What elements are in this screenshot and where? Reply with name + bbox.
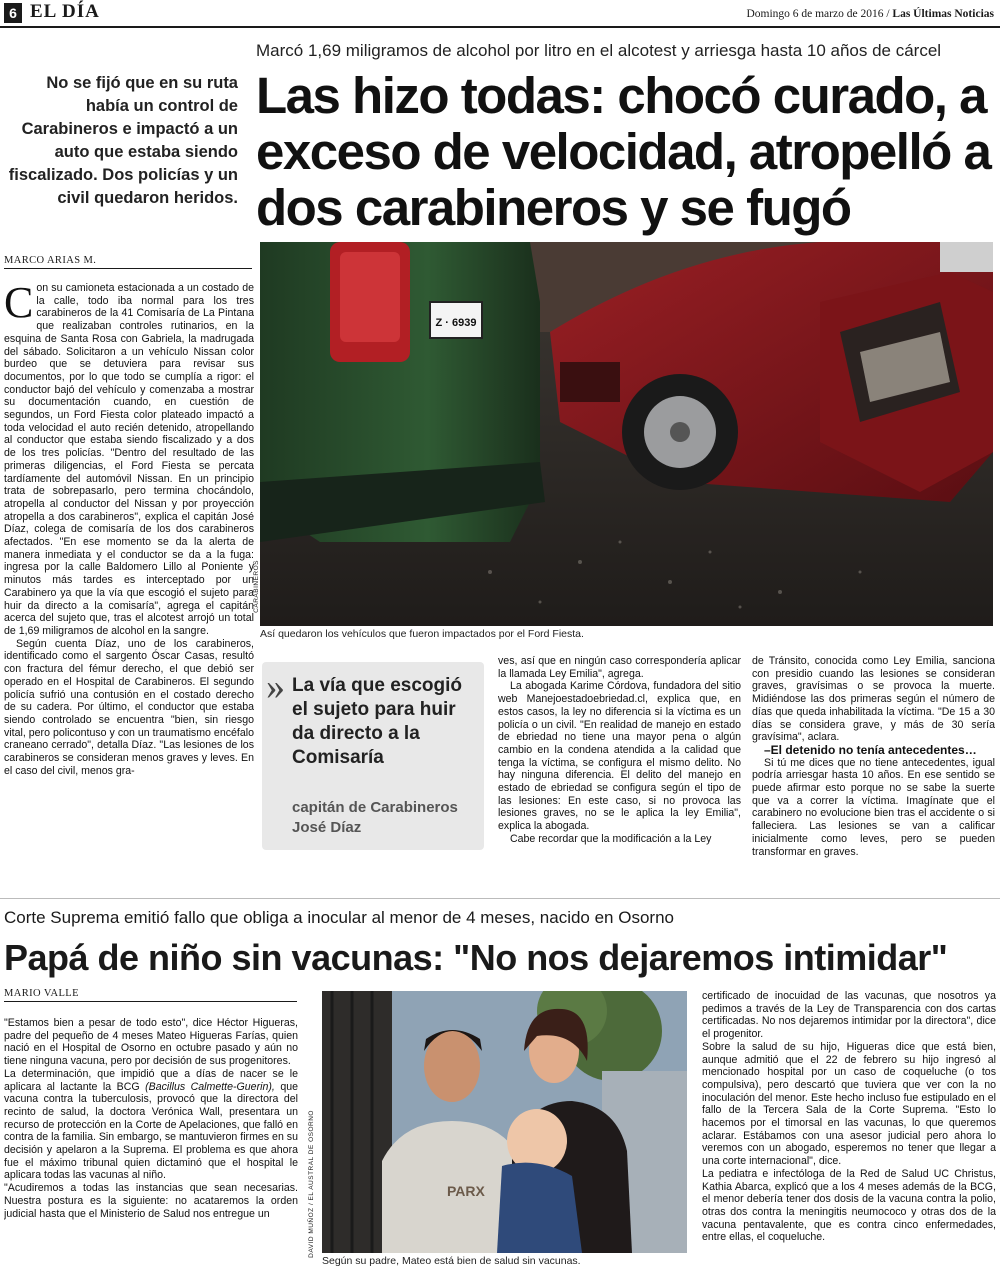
dropcap: C bbox=[4, 282, 34, 327]
story1-photo-caption: Así quedaron los vehículos que fueron impactados por el Ford Fiesta. bbox=[260, 628, 584, 640]
crash-photo-illustration bbox=[260, 242, 993, 626]
story2-paragraph bbox=[4, 1068, 298, 1182]
license-plate: Z · 6939 bbox=[435, 317, 477, 329]
pull-quote-attribution: capitán de Carabineros José Díaz bbox=[292, 799, 458, 836]
story2-paragraph: Sobre la salud de su hijo, Higueras dice que está bien, aunque admitió que el 22 de febrero su hijo ingresó al mencionado hospital por un caso de coqueluche (o tos compulsiva), pero descartó que tuviera que ver con la no inoculación del menor. Este hecho incluso fue estipulado en el fallo de la Tercera Sala de la Corte Suprema. "Esto lo hacemos por el timorsal en las vacunas, lo que queremos aclarar. Estábamos con una asesor judicial pero ahora lo veremos con un abogado, esperemos no tener que llegar a una corte internacional", dice. bbox=[702, 1040, 996, 1168]
story1-paragraph: de Tránsito, conocida como Ley Emilia, sanciona con presidio cuando las lesiones se consideran graves, gravísimas o se provoca la muerte. Midiéndose las dos primeras según el número de días que queda inhabilitada la víctima. "De 15 a 30 días se considera grave, y más de 30 sería gravísima", aclara. bbox=[752, 655, 995, 744]
story2-paragraph: "Acudiremos a todas las instancias que sean necesarias. Nuestra postura es la siguiente: no acataremos la orden judicial hasta que el Ministerio de Salud nos entregue un bbox=[4, 1182, 298, 1220]
story1-paragraph: La abogada Karime Córdova, fundadora del sitio web Manejoestadoebriedad.cl, explica que, en estos casos, la ley no diferencia si la víctima es un policía o un civil. "En realidad de manejo en estado de ebriedad no tiene una mayor pena o algún cambio en la condena atendida a la calidad que tenga la víctima, se configura el mismo delito. No hay ninguna diferencia. El delito del manejo en estado de ebriedad se configura según el tipo de las lesiones: En este caso, si no provoca las lesiones graves, no se le aplica la ley Emilia", explica la abogada. bbox=[498, 680, 741, 833]
story2-photo-caption: Según su padre, Mateo está bien de salud sin vacunas. bbox=[322, 1255, 581, 1267]
date: Domingo 6 de marzo de 2016 / bbox=[746, 8, 890, 20]
story1-paragraph: Si tú me dices que no tiene antecedentes, igual podría arriesgar hasta 10 años. En ese sentido se puede afirmar esto porque no se sabe la suerte que va a correr la víctima. Imagínate que el carabinero no evolucione bien tras el accidente o si falleciera. Las lesiones se van a calificar inicialmente como leves, pero se pueden transformar en graves. bbox=[752, 756, 995, 858]
page-number: 6 bbox=[4, 3, 22, 23]
story2-italic-text: (Bacillus Calmette-Guerin), bbox=[145, 1080, 275, 1093]
story2-paragraph: La pediatra e infectóloga de la Red de Salud UC Christus, Kathia Abarca, explicó que a los 4 meses además de la BCG, el menor debería tener dos dosis de la vacuna contra la polio, otras dos contra la meningitis neumococo y otras dos de la vacuna pentavalente, que es contra cinco enfermedades, entre ellas, el coqueluche. bbox=[702, 1167, 996, 1244]
story1-column-3 bbox=[498, 655, 741, 885]
paper-name: Las Últimas Noticias bbox=[892, 8, 994, 20]
story2-photo-credit: DAVID MUÑOZ / EL AUSTRAL DE OSORNO bbox=[308, 1110, 315, 1258]
story2-paragraph: certificado de inocuidad de las vacunas, que nosotros ya pedimos a través de la Ley de Transparencia con dos cartas certificadas. No nos dejaremos intimidar por la directora", dice el progenitor. bbox=[702, 990, 996, 1041]
story1-paragraph: on su camioneta estacionada a un costado de la calle, todo iba normal para los tres carabineros de la 41 Comisaría de La Pintana que realizaban controles rutinarios, en la esquina de Santa Rosa con Gabriela, la madrugada del sábado. Solicitaron a un vehículo Nissan color burdeo que se detuviera para revisar sus documentos, por lo que todo se cumplía a rigor: el conductor bajó del vehículo y comenzaba a mostrar su documentación cuando, en cuestión de segundos, un Ford Fiesta color plateado impactó a toda velocidad el auto recién detenido, atropellando al conductor que estaba siendo fiscalizado y a dos de los tres policías. "Dentro del resultado de las primeras diligencias, el Ford Fiesta se percata tardíamente del automóvil Nissan. En un principio trata de sobrepasarlo, pero termina chocándolo, atropella al conductor del Nissan y por proyección atropella a dos carabineros", explica el capitán José Díaz, colega de comisaría de los dos carabineros afectados. "En ese momento se da la alerta de manera inmediata y el conductor se da a la fuga: ingresa por la calle Baldomero Lillo al Poniente y minutos más tardes es interceptado por un Carabinero ya que la vía que escogió el sujeto para huir da directo a la comisaría", agrega el capitán acerca del sujeto que, tras el alcotest arrojó un total de 1,69 miligramos de alcohol en la sangre. bbox=[4, 282, 254, 637]
story2-text: La determinación, que impidió que a días de nacer se le aplicara al lactante la BCG bbox=[4, 1067, 298, 1093]
dateline bbox=[746, 8, 994, 20]
story1-column-4 bbox=[752, 655, 995, 885]
story2-byline: MARIO VALLE bbox=[4, 988, 297, 1002]
story2-column-3 bbox=[702, 990, 996, 1270]
story1-deck: No se fijó que en su ruta había un control de Carabineros e impactó a un auto que estaba siendo fiscalizado. Dos policías y un civil quedaron heridos. bbox=[8, 74, 238, 207]
pull-quote-text: La vía que escogió el sujeto para huir da directo a la Comisaría bbox=[292, 675, 462, 768]
story1-photo-credit: CARABINEROS bbox=[253, 560, 260, 613]
story2-paragraph: "Estamos bien a pesar de todo esto", dice Héctor Higueras, padre del pequeño de 4 meses Mateo Higueras Farías, quien nació en el Hospital de Osorno en octubre pasado y aún no tiene ninguna vacuna, pero por decisión de sus progenitores. bbox=[4, 1017, 298, 1068]
crash-photo bbox=[260, 242, 993, 626]
story1-paragraph: Cabe recordar que la modificación a la Ley bbox=[510, 832, 712, 845]
story1-paragraph: Según cuenta Díaz, uno de los carabineros, identificado como el sargento Óscar Casas, resultó con fractura del fémur derecho, el que debió ser operado en el Hospital de Carabineros. El segundo policía sufrió una contusión en el costado derecho de su cadera. Por último, el conductor que estaba siendo controlado se encuentra "bien, sin riesgo vital, pero policontuso y con un traumatismo encéfalo craneano cerrado", detalla Díaz. "Las lesiones de los carabineros se consideran menos graves y leves. En el caso del civil, menos gra- bbox=[4, 637, 254, 777]
family-photo bbox=[322, 991, 687, 1253]
story1-kicker: Marcó 1,69 miligramos de alcohol por litro en el alcotest y arriesga hasta 10 años de cárcel bbox=[256, 41, 942, 60]
story2-column-1 bbox=[4, 1017, 298, 1269]
shirt-text: PARX bbox=[447, 1183, 485, 1199]
section-name: EL DÍA bbox=[30, 1, 100, 22]
story1-headline: Las hizo todas: chocó curado, a exceso de velocidad, atropelló a dos carabineros y se fugó bbox=[256, 67, 991, 236]
section-divider bbox=[0, 898, 1000, 899]
interview-question: –El detenido no tenía antecedentes… bbox=[764, 742, 977, 757]
quote-mark-icon: » bbox=[266, 666, 285, 708]
story2-kicker: Corte Suprema emitió fallo que obliga a inocular al menor de 4 meses, nacido en Osorno bbox=[4, 908, 674, 927]
story2-headline: Papá de niño sin vacunas: "No nos dejaremos intimidar" bbox=[4, 937, 948, 978]
story2-text: que vacuna contra la tuberculosis, provocó que la directora del recinto de salud, la doctora Verónica Wall, presentara un recurso de protección en la Corte de Apelaciones, que falló en contra de la familia. Sin embargo, se mantuvieron firmes en su decisión y apelaron a la Suprema. El problema es que ahora fue el máximo tribunal quien dictaminó que el hospital le aplicara todas las vacunas al niño. bbox=[4, 1080, 298, 1182]
story1-paragraph: ves, así que en ningún caso correspondería aplicar la llamada Ley Emilia", agrega. bbox=[498, 655, 741, 680]
story1-byline: MARCO ARIAS M. bbox=[4, 255, 252, 269]
family-photo-illustration bbox=[322, 991, 687, 1253]
story1-column-1 bbox=[4, 282, 254, 882]
